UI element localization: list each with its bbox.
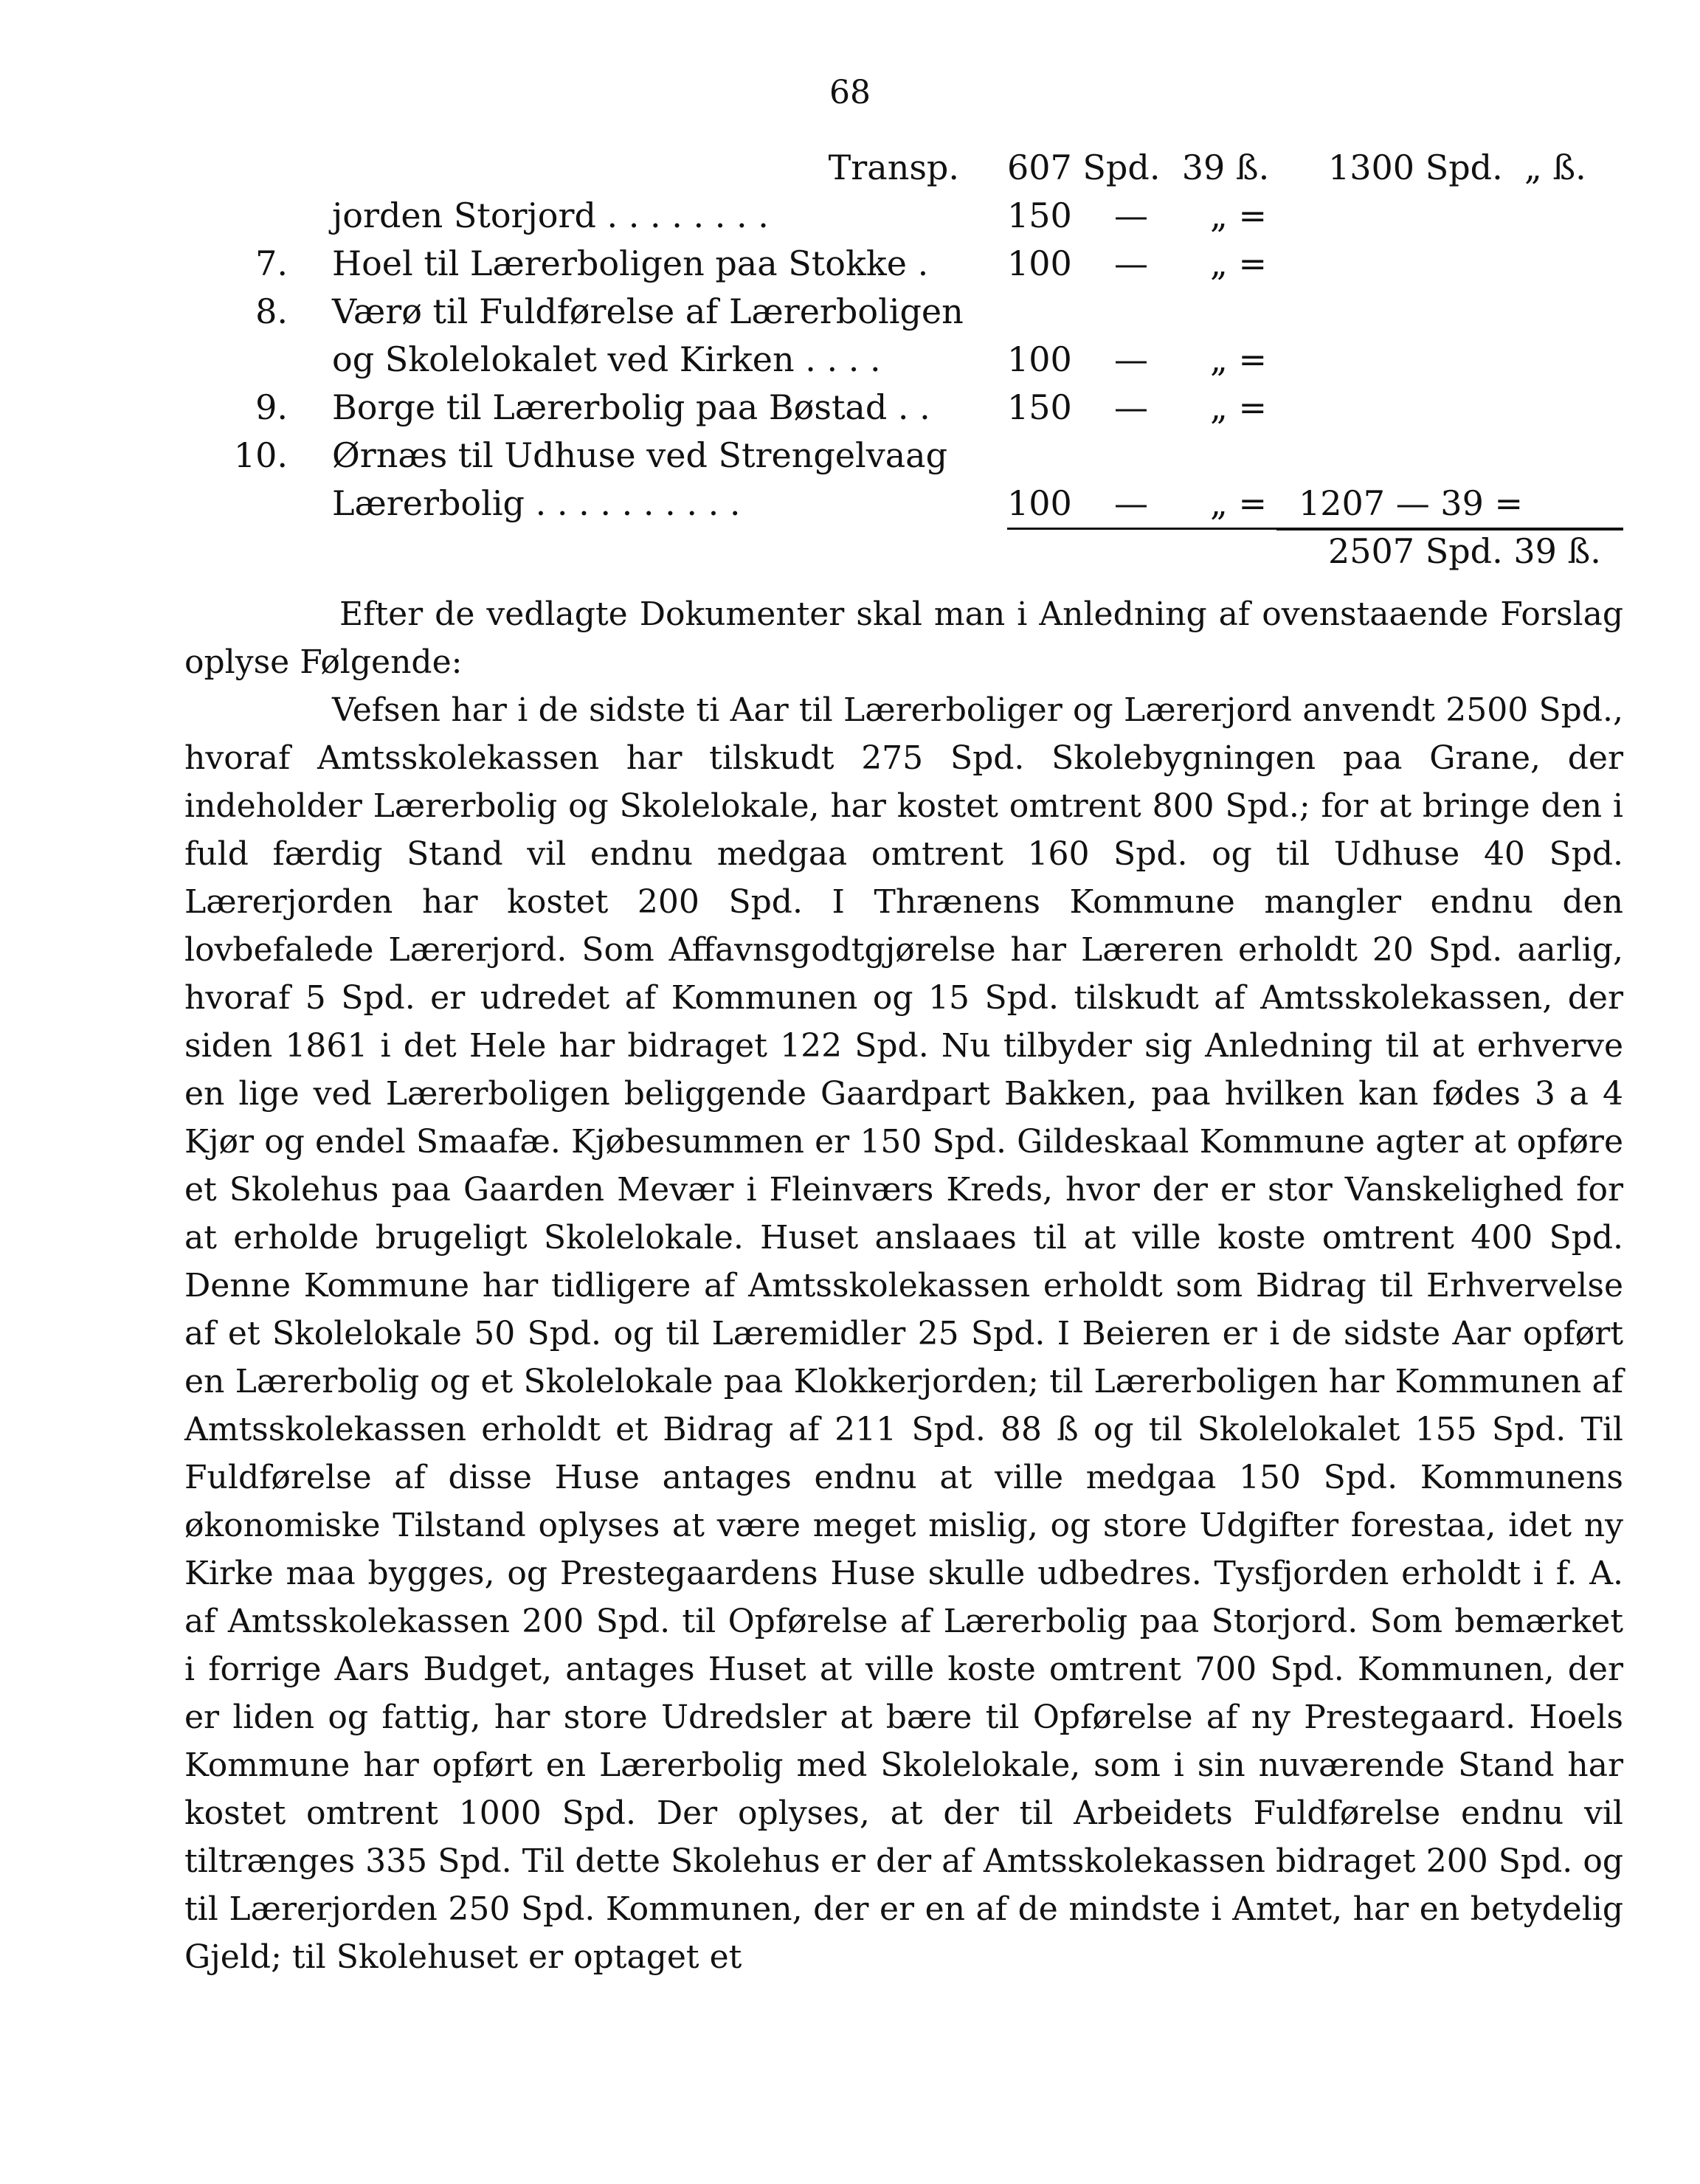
total-underline (1276, 528, 1623, 531)
ledger-row: 7. Hoel til Lærerboligen paa Stokke . 100 — „ = (255, 243, 1267, 283)
ledger-row: 9. Borge til Lærerbolig paa Bøstad . . 150 — „ = (255, 387, 1267, 427)
transp-total: 1300 Spd. „ ß. (1328, 148, 1586, 187)
page-number: 68 (829, 74, 871, 111)
transp-row (184, 148, 1623, 196)
grand-total: 2507 Spd. 39 ß. (1328, 531, 1601, 571)
body-text (184, 590, 1623, 1981)
paragraph-intro: Efter de vedlagte Dokumenter skal man i Anledning af ovenstaaende Forslag oplyse Følgende: (184, 595, 1623, 681)
grand-total-row (184, 531, 1623, 579)
ledger-row: og Skolelokalet ved Kirken . . . . 100 — „ = (332, 339, 1267, 379)
ledger-row: 8. Værø til Fuldførelse af Lærerboligen (255, 291, 964, 331)
ledger-row: 10. Ørnæs til Udhuse ved Strengelvaag (233, 435, 948, 475)
paragraph-main: Vefsen har i de sidste ti Aar til Lærerboliger og Lærerjord anvendt 2500 Spd., hvoraf Amtsskolekassen har tilskudt 275 Spd. Skolebygningen paa Grane, der indeholder Lærerbolig og Skolelokale, har kostet omtrent 800 Spd.; for at bringe den i fuld færdig Stand vil endnu medgaa omtrent 160 Spd. og til Udhuse 40 Spd. Lærerjorden har kostet 200 Spd. I Thrænens Kommune mangler endnu den lovbefalede Lærerjord. Som Affavnsgodtgjørelse har Læreren erholdt 20 Spd. aarlig, hvoraf 5 Spd. er udredet af Kommunen og 15 Spd. tilskudt af Amtsskolekassen, der siden 1861 i det Hele har bidraget 122 Spd. Nu tilbyder sig Anledning til at erhverve en lige ved Lærerboligen beliggende Gaardpart Bakken, paa hvilken kan fødes 3 a 4 Kjør og endel Smaafæ. Kjøbesummen er 150 Spd. Gildeskaal Kommune agter at opføre et Skolehus paa Gaarden Mevær i Fleinværs Kreds, hvor der er stor Vanskelighed for at erholde brugeligt Skolelokale. Huset anslaaes til at ville koste omtrent 400 Spd. Denne Kommune har tidligere af Amtsskolekassen erholdt som Bidrag til Erhvervelse af et Skolelokale 50 Spd. og til Læremidler 25 Spd. I Beieren er i de sidste Aar opført en Lærerbolig og et Skolelokale paa Klokkerjorden; til Lærerboligen har Kommunen af Amtsskolekassen erholdt et Bidrag af 211 Spd. 88 ß og til Skolelokalet 155 Spd. Til Fuldførelse af disse Huse antages endnu at ville medgaa 150 Spd. Kommunens økonomiske Tilstand oplyses at være meget mislig, og store Udgifter forestaa, idet ny Kirke maa bygges, og Prestegaardens Huse skulle udbedres. Tysfjorden erholdt i f. A. af Amtsskolekassen 200 Spd. til Opførelse af Lærerbolig paa Storjord. Som bemærket i forrige Aars Budget, antages Huset at ville koste omtrent 700 Spd. Kommunen, der er liden og fattig, har store Udredsler at bære til Opførelse af ny Prestegaard. Hoels Kommune har opført en Lærerbolig med Skolelokale, som i sin nuværende Stand har kostet omtrent 1000 Spd. Der oplyses, at der til Arbeidets Fuldførelse endnu vil tiltrænges 335 Spd. Til dette Skolehus er der af Amtsskolekassen bidraget 200 Spd. og til Lærerjorden 250 Spd. Kommunen, der er en af de mindste i Amtet, har en betydelig Gjeld; til Skolehuset er optaget et (184, 691, 1623, 1976)
subtotal: 1207 — 39 = (1299, 483, 1524, 523)
ledger-row: Lærerbolig . . . . . . . . . . 100 — „ = 1207 — 39 = (184, 483, 1623, 531)
ledger-row: jorden Storjord . . . . . . . . 150 — „ = (332, 196, 1267, 235)
ledger-table (184, 148, 1623, 579)
transp-amount: 607 Spd. 39 ß. (1007, 148, 1270, 187)
transp-label: Transp. (828, 148, 959, 187)
